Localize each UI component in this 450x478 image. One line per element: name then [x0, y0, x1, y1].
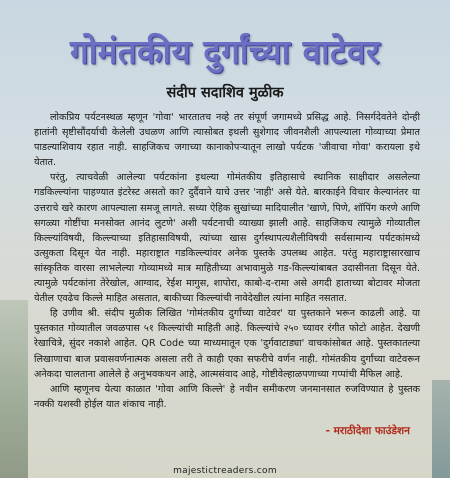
fort-illustration-right: [432, 380, 450, 478]
blurb-paragraph-4: आणि म्हणूनच येत्या काळात 'गोवा आणि किल्ले' हे नवीन समीकरण जनमानसात रुजविण्यात हे पुस्तक नक्की यशस्वी होईल यात शंकाच नाही.: [34, 383, 420, 410]
fort-illustration-left: [0, 300, 28, 478]
blurb-paragraph-1: लोकप्रिय पर्यटनस्थळ म्हणून 'गोवा' भारतातच नव्हे तर संपूर्ण जगामध्ये प्रसिद्ध आहे. निसर्गदेवतेने दोन्ही हातांनी सृष्टीसौंदर्याची केलेली उधळण आणि त्यासोबत इथली सुशेगाद जीवनशैली आपल्याला गोव्याच्या प्रेमात पाडल्याशिवाय रहात नाही. साहजिकच जगाच्या कानाकोपऱ्यातून लाखो पर्यटक 'जीवाचा गोवा' करायला इथे येतात.: [34, 112, 420, 169]
website-watermark: majestictreaders.com: [173, 466, 277, 476]
book-title: गोमंतकीय दुर्गांच्या वाटेवर: [70, 32, 380, 71]
blurb-paragraph-2: परंतु, त्याचवेळी आलेल्या पर्यटकांना इथल्या गोमंतकीय इतिहासाचे स्थानिक साक्षीदार असलेल्या गडकिल्ल्यांना पाहण्यात इंटरेस्ट असतो का? दुर्दैवाने याचे उत्तर 'नाही' असे येते. बारकाईने विचार केल्यानंतर या उत्तराचे खरे कारण आपल्याला समजू लागते. सध्या ऐहिक सुखांच्या मादियालीत 'खाणे, पिणे, शॉपिंग करणे आणि सगळ्या गोष्टींचा मनसोक्त आनंद लुटणे' अशी पर्यटनाची व्याख्या झाली आहे. साहजिकच त्यामुळे गोव्यातील किल्ल्यांविषयी, किल्ल्याच्या इतिहासाविषयी, त्यांच्या खास दुर्गस्थापत्यशैलीविषयी सर्वसामान्य पर्यटकांमध्ये उत्सुकता दिसून येत नाही. महाराष्ट्रात गडकिल्ल्यांवर अनेक पुस्तके उपलब्ध आहेत. परंतु महाराष्ट्रासारखाच सांस्कृतिक वारसा लाभलेल्या गोव्यामध्ये मात्र माहितीच्या अभावामुळे गड-किल्ल्यांबाबत उदासीनता दिसून येते. त्यामुळे पर्यटकांना तेरेखोल, आग्वाद, रेईश मागुस, शापोरा, काबो-द-रामा असे अगदी हाताच्या बोटावर मोजता येतील एवढेच किल्ले माहित असतात, बाकीच्या किल्ल्यांची नावेदेखील त्यांना माहित नसतात.: [34, 172, 420, 305]
blurb-text: [34, 110, 420, 412]
author-name: संदीप सदाशिव मुळीक: [166, 85, 284, 101]
publisher-signature: - मराठीदेशा फाउंडेशन: [325, 425, 410, 437]
blurb-paragraph-3: हि उणीव श्री. संदीप मुळीक लिखित 'गोमंतकीय दुर्गांच्या वाटेवर' या पुस्तकाने भरून काढली आहे. या पुस्तकात गोव्यातील जवळपास ५१ किल्ल्यांची माहिती आहे. किल्ल्यांचे २५० च्यावर रंगीत फोटो आहेत. देखणी रेखाचित्रे, सुंदर नकाशे आहेत. QR Code च्या माध्यमातून एक 'दुर्गवाटाड्या' वाचकांसोबत आहे. पुस्तकातल्या लिखाणाचा बाज प्रवासवर्णनात्मक असला तरी ते काही एका सफरीचे वर्णन नाही. गोमंतकीय दुर्गांच्या वाटेवरून अनेकदा चालताना आलेले हे अनुभवकथन आहे, आत्मसंवाद आहे, गोष्टीवेल्हाळपणाच्या गप्पांची मैफिल आहे.: [34, 308, 420, 380]
